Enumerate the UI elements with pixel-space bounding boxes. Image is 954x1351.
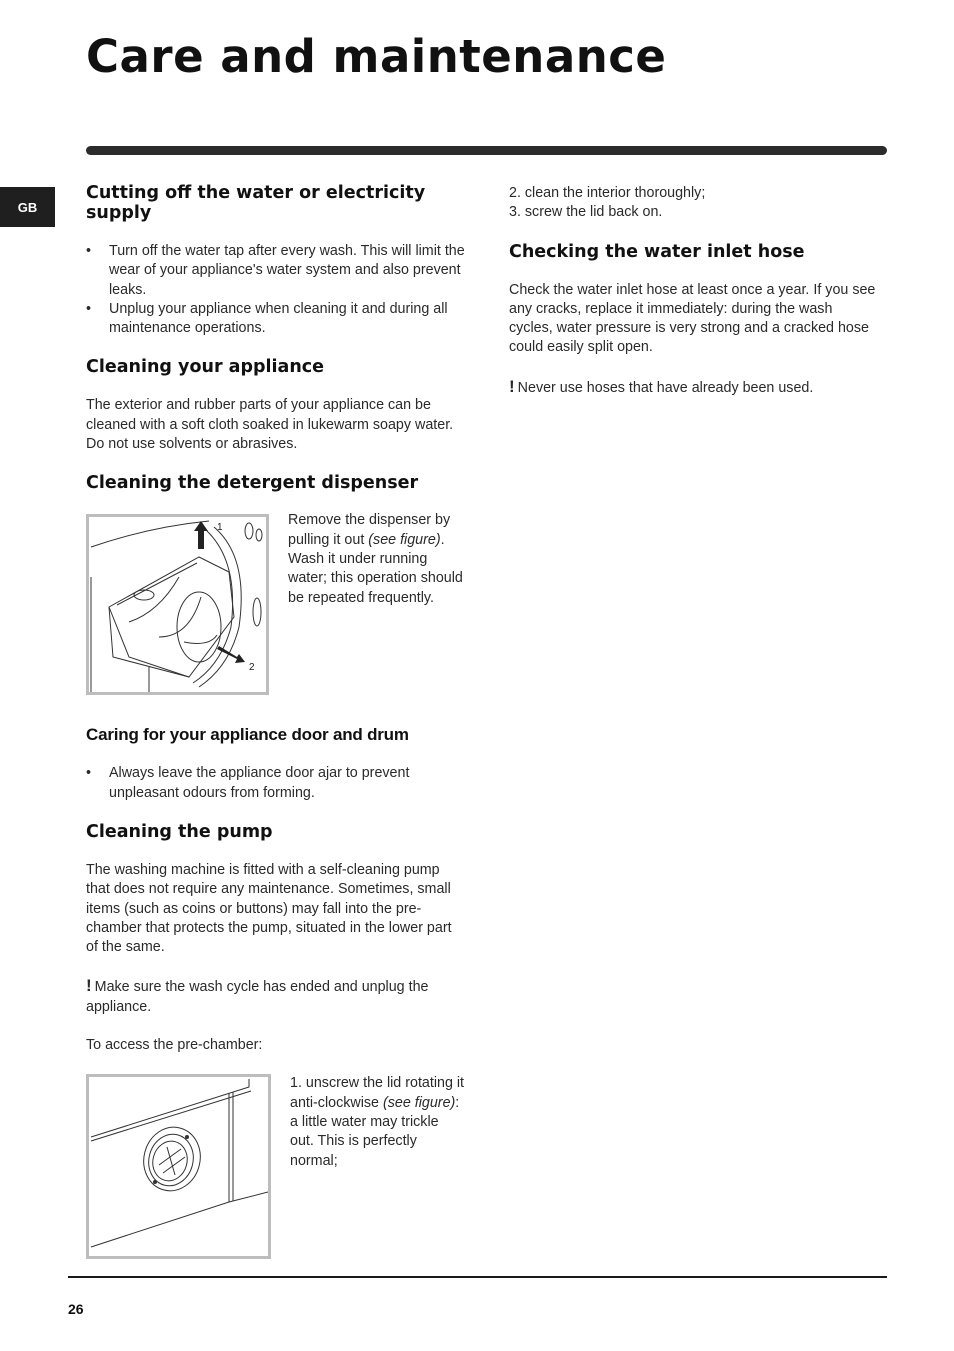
step1-text-part: : a little water may trickle out. This is perfectly normal; <box>290 1094 460 1169</box>
cutoff-list <box>86 242 466 338</box>
right-column <box>509 184 879 398</box>
hose-warning <box>509 377 879 398</box>
page-number: 26 <box>68 1301 84 1317</box>
warning-icon: ! <box>509 376 515 396</box>
section-heading-pump: Cleaning the pump <box>86 821 273 842</box>
pump-step-2: 2. clean the interior thoroughly; <box>509 185 706 201</box>
left-column <box>86 183 466 1259</box>
hose-warning-text: Never use hoses that have already been used. <box>517 379 814 396</box>
pump-warning-text: Make sure the wash cycle has ended and unplug the appliance. <box>86 979 429 1015</box>
pump-text: The washing machine is fitted with a self-cleaning pump that does not require any maintenance. Sometimes, small items (such as coins or buttons) may fall into the pre-chamber that protects the pump, situated in the lower part of the same. <box>86 861 452 956</box>
figure-reference: (see figure) <box>368 531 441 548</box>
dispenser-text <box>288 511 466 607</box>
door-drum-list <box>86 764 466 803</box>
pump-step-1 <box>290 1074 466 1170</box>
dispenser-instruction <box>288 511 466 550</box>
section-heading-cleaning-appliance: Cleaning your appliance <box>86 357 325 378</box>
language-tab: GB <box>0 187 55 227</box>
pump-figure-row <box>86 1074 466 1259</box>
figure-label-1: 1 <box>217 522 223 534</box>
list-item: • Unplug your appliance when cleaning it and during all maintenance operations. <box>86 300 466 339</box>
section-heading-dispenser: Cleaning the detergent dispenser <box>86 473 419 494</box>
footer-rule <box>68 1276 887 1278</box>
pump-figure <box>86 1074 271 1259</box>
section-heading-cutoff: Cutting off the water or electricity supply <box>86 183 426 223</box>
dispenser-text-part: Remove the dispenser by pulling it out <box>288 512 451 548</box>
pump-lid-drawing-icon <box>89 1077 268 1256</box>
section-heading-door-drum: Caring for your appliance door and drum <box>86 725 409 745</box>
list-item: • Always leave the appliance door ajar to prevent unpleasant odours from forming. <box>86 764 466 803</box>
hose-text: Check the water inlet hose at least once a year. If you see any cracks, replace it immediately: during the wash cycles, water pressure is very strong and a cracked hose could easily split open. <box>509 281 876 356</box>
pump-warning <box>86 976 466 1017</box>
pump-access-intro: To access the pre-chamber: <box>86 1037 263 1054</box>
dispenser-text-part: . <box>440 531 445 548</box>
pump-step1-text <box>290 1074 466 1170</box>
list-item: • Turn off the water tap after every wash. This will limit the wear of your appliance's water system and also prevent leaks. <box>86 242 466 300</box>
warning-icon: ! <box>86 976 92 996</box>
dispenser-figure <box>86 514 269 695</box>
section-heading-hose: Checking the water inlet hose <box>509 241 805 262</box>
pump-step-3: 3. screw the lid back on. <box>509 204 663 221</box>
figure-label-2: 2 <box>249 662 255 674</box>
dispenser-drawing-icon <box>89 517 266 692</box>
page-title: Care and maintenance <box>86 30 667 83</box>
step1-text-part: 1. unscrew the lid rotating it anti-clockwise <box>290 1075 465 1111</box>
dispenser-figure-row <box>86 514 466 695</box>
cleaning-appliance-text: The exterior and rubber parts of your appliance can be cleaned with a soft cloth soaked in lukewarm soapy water. Do not use solvents or abrasives. <box>86 397 454 453</box>
header-rule <box>86 146 887 155</box>
figure-reference: (see figure) <box>382 1094 456 1111</box>
dispenser-wash-text: Wash it under running water; this operation should be repeated frequently. <box>288 550 463 606</box>
